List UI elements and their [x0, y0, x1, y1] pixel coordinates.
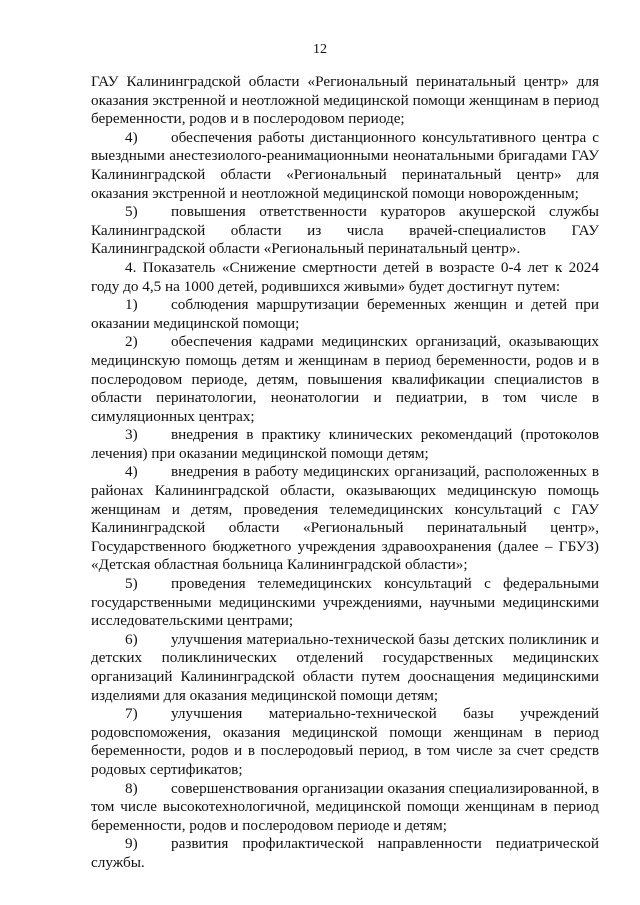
paragraph-text: обеспечения кадрами медицинских организаций, оказывающих медицинскую помощь детям и женщинам в период беременности, родов и в послеродовом периоде, детям, повышения квалификации специалистов в области перинатологии, неонатологии и педиатрии, в том числе в симуляционных центрах;: [91, 333, 599, 425]
paragraph: [91, 203, 599, 259]
paragraph-text: соблюдения маршрутизации беременных женщин и детей при оказании медицинской помощи;: [91, 296, 599, 332]
paragraph-text: внедрения в работу медицинских организаций, расположенных в районах Калининградской области, оказывающих медицинскую помощь женщинам и детям, проведения телемедицинских консультаций с ГАУ Калининградской области «Региональный перинатальный центр», Государственного бюджетного учреждения здравоохранения (далее – ГБУЗ) «Детская областная больница Калининградской области»;: [91, 463, 599, 574]
list-number: 4): [125, 128, 138, 146]
paragraph-text: совершенствования организации оказания специализированной, в том числе высокотехнологичной, медицинской помощи женщинам в период беременности, родов и послеродовом периоде и детям;: [91, 779, 599, 834]
paragraph: [91, 835, 599, 872]
paragraph: [91, 463, 599, 575]
paragraph: [91, 333, 599, 426]
list-number: 1): [125, 296, 138, 314]
paragraph: [91, 296, 599, 333]
paragraph: [91, 259, 599, 296]
paragraph-text: 4. Показатель «Снижение смертности детей в возрасте 0-4 лет к 2024 году до 4,5 на 1000 детей, родившихся живыми» будет достигнут путем:: [91, 258, 599, 295]
paragraph-text: развития профилактической направленности педиатрической службы.: [91, 835, 599, 871]
paragraph: [91, 575, 599, 631]
paragraph-text: улучшения материально-технической базы детских поликлиник и детских поликлинических отделений государственных медицинских организаций Калининградской области путем дооснащения медицинскими изделиями для оказания медицинской помощи детям;: [91, 630, 599, 704]
paragraph: [91, 129, 599, 203]
paragraph: [91, 780, 599, 836]
paragraph-text: повышения ответственности кураторов акушерской службы Калининградской области из числа врачей-специалистов ГАУ Калининградской области «Региональный перинатальный центр».: [91, 203, 599, 258]
list-number: 6): [125, 630, 138, 648]
list-number: 5): [125, 203, 138, 221]
list-number: 8): [125, 779, 138, 797]
list-number: 7): [125, 705, 138, 723]
document-body: [91, 73, 599, 873]
page-number: 12: [313, 42, 327, 57]
paragraph-text: улучшения материально-технической базы учреждений родовспоможения, оказания медицинской помощи женщинам в период беременности, родов и в послеродовый период, в том числе за счет средств родовых сертификатов;: [91, 705, 599, 778]
paragraph-text: обеспечения работы дистанционного консультативного центра с выездными анестезиолого-реанимационными неонатальными бригадами ГАУ Калининградской области «Региональный перинатальный центр» для оказания экстренной и неотложной медицинской помощи новорожденным;: [91, 128, 599, 202]
list-number: 4): [125, 463, 138, 481]
paragraph-text: ГАУ Калининградской области «Региональный перинатальный центр» для оказания экстренной и неотложной медицинской помощи женщинам в период беременности, родов и в послеродовом периоде;: [91, 73, 599, 128]
list-number: 2): [125, 333, 138, 351]
paragraph: [91, 705, 599, 779]
paragraph: [91, 631, 599, 705]
paragraph-text: внедрения в практику клинических рекомендаций (протоколов лечения) при оказании медицинской помощи детям;: [91, 426, 599, 462]
paragraph-text: проведения телемедицинских консультаций с федеральными государственными медицинскими учреждениями, научными медицинскими исследовательскими центрами;: [91, 575, 599, 630]
list-number: 9): [125, 835, 138, 853]
paragraph: [91, 73, 599, 129]
paragraph: [91, 426, 599, 463]
list-number: 3): [125, 426, 138, 444]
list-number: 5): [125, 575, 138, 593]
